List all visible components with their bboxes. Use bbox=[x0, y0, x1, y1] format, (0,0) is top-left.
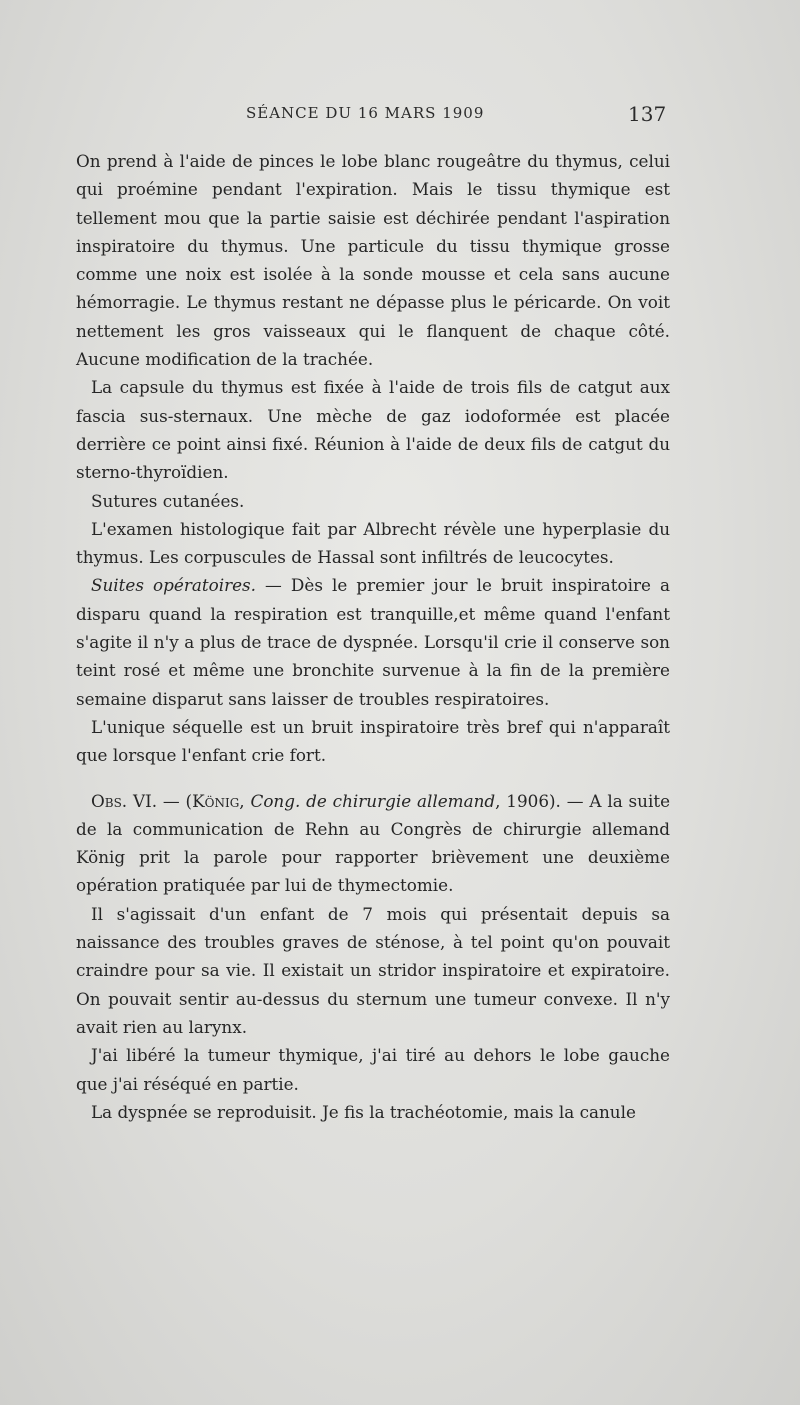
observation-dash: — ( bbox=[157, 790, 193, 811]
paragraph-histology: L'examen histologique fait par Albrecht révèle une hyperplasie du thymus. Les corpuscules de Hassal sont infiltrés de leucocytes. bbox=[76, 518, 670, 568]
paragraph-tumeur: J'ai libéré la tumeur thymique, j'ai tiré au dehors le lobe gauche que j'ai réséqué en partie. bbox=[76, 1045, 670, 1094]
running-title: SÉANCE DU 16 MARS 1909 bbox=[246, 104, 485, 122]
suites-label: Suites opératoires. bbox=[91, 575, 256, 596]
paragraph-operation: On prend à l'aide de pinces le lobe blanc rougeâtre du thymus, celui qui proémine pendant l'expiration. Mais le tissu thymique est tellement mou que la partie saisie est déchirée pendant l'aspiration inspiratoire du thymus. Une particule du tissu thymique grosse comme une noix est isolée à la sonde mousse et cela sans aucune hémorragie. Le thymus restant ne dépasse plus le péricarde. On voit nettement les gros vaisseaux qui le flanquent de chaque côté. Aucune modification de la trachée. bbox=[76, 151, 670, 370]
suites-text: — Dès le premier jour le bruit inspiratoire a disparu quand la respiration est tranquille,et même quand l'enfant s'agite il n'y a plus de trace de dyspnée. Lorsqu'il crie il conserve son teint rosé et même une bronchite survenue à la fin de la première semaine disparut sans laisser de troubles respiratoires. bbox=[76, 575, 670, 709]
observation-source: Cong. de chirurgie allemand bbox=[250, 790, 496, 811]
paragraph-dyspnee: La dyspnée se reproduisit. Je fis la trachéotomie, mais la canule bbox=[91, 1101, 636, 1122]
paragraph-sutures: Sutures cutanées. bbox=[91, 490, 245, 511]
page-number: 137 bbox=[628, 102, 667, 126]
paragraph-case: Il s'agissait d'un enfant de 7 mois qui présentait depuis sa naissance des troubles graves de sténose, à tel point qu'on pouvait craindre pour sa vie. Il existait un stridor inspiratoire et expiratoire. On pouvait sentir au-dessus du sternum une tumeur convexe. Il n'y avait rien au larynx. bbox=[76, 903, 670, 1037]
observation-comma: , bbox=[239, 790, 251, 811]
paragraph-sequelle: L'unique séquelle est un bruit inspiratoire très bref qui n'apparaît que lorsque l'enfant crie fort. bbox=[76, 716, 670, 766]
observation-label: Obs. VI. bbox=[91, 790, 158, 811]
observation-author: König bbox=[192, 790, 240, 811]
paragraph-suites bbox=[76, 571, 670, 712]
observation-text: , 1906). — A la suite de la communication de Rehn au Congrès de chirurgie allemand König prit la parole pour rapporter brièvement une deuxième opération pratiquée par lui de thymectomie. bbox=[76, 790, 671, 896]
paragraph-capsule: La capsule du thymus est fixée à l'aide de trois fils de catgut aux fascia sus-sternaux. Une mèche de gaz iodoformée est placée derrière ce point ainsi fixé. Réunion à l'aide de deux fils de catgut du sterno-thyroïdien. bbox=[76, 377, 670, 483]
body-text bbox=[76, 147, 670, 1126]
paragraph-observation-vi bbox=[76, 787, 670, 900]
